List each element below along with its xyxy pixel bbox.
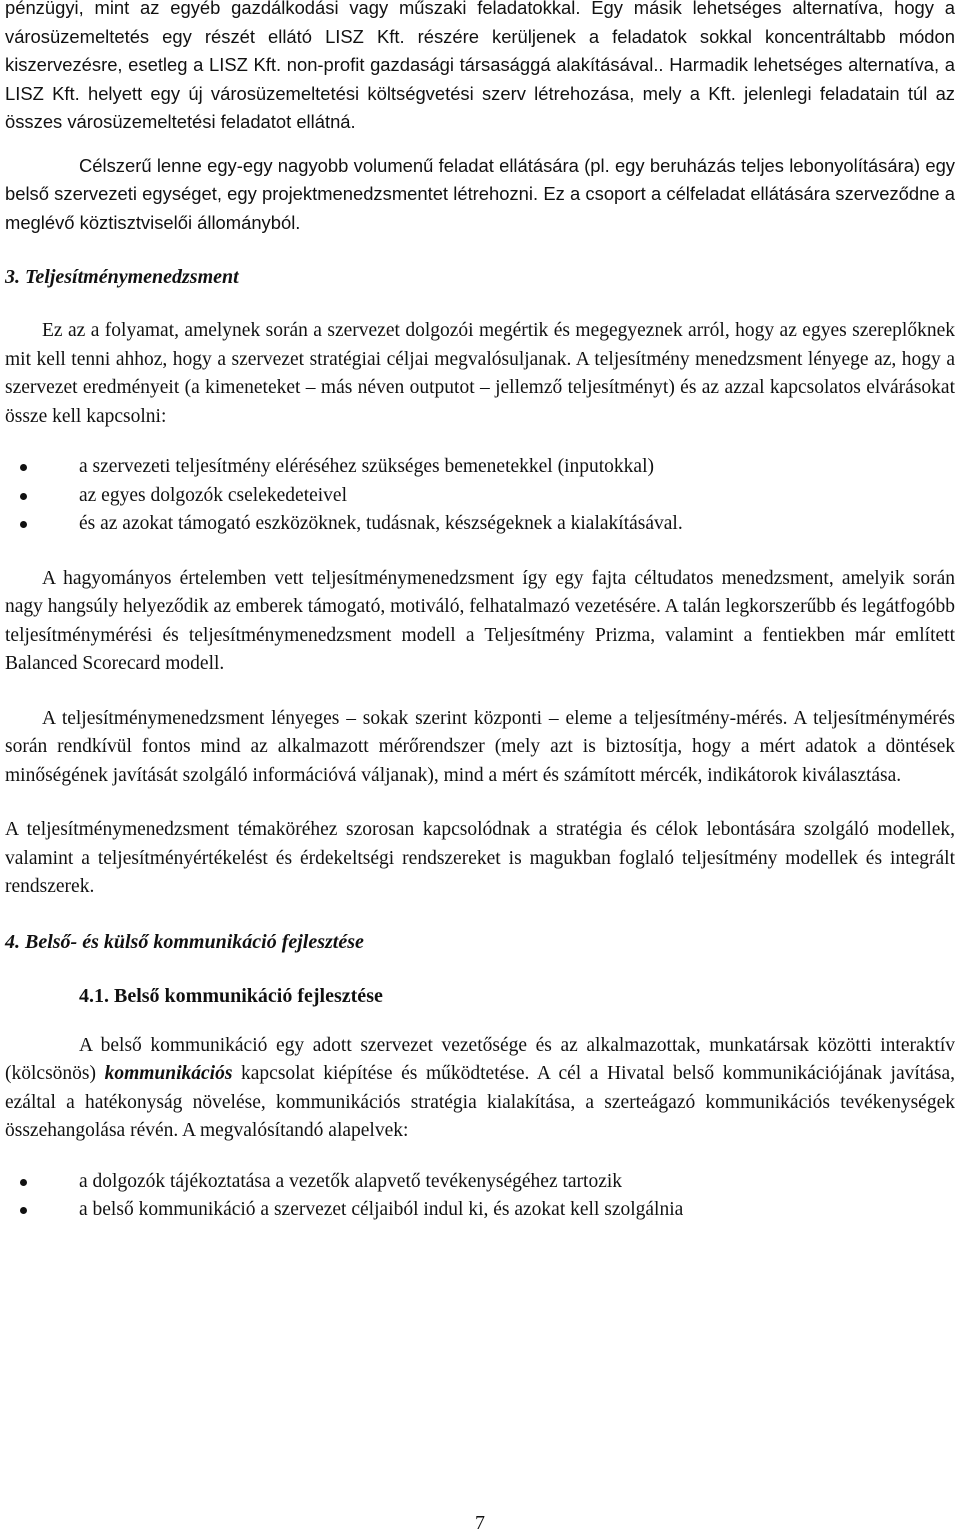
list-item-text: a dolgozók tájékoztatása a vezetők alapvető tevékenységéhez tartozik [79, 1170, 623, 1192]
text-run: kapcsolat kiépítése és működtetése. A cél a Hivatal belső kommunikációjának javítása, ezáltal a hatékonyság növelése, kommunikációs stratégia kialakítása, a szerteágazó kommunikációs tevékenységek összehangolása révén. A megvalósítandó alapelvek: [5, 1063, 955, 1141]
paragraph-related-models: A teljesítménymenedzsment témaköréhez szorosan kapcsolódnak a stratégia és célok lebontására szolgáló modellek, valamint a teljesítményértékelést és érdekeltségi rendszereket is magukban foglaló teljesítmény modellek és integrált rendszerek. [5, 819, 955, 897]
document-page [5, 0, 955, 1225]
bullet-list-inputs [5, 453, 955, 539]
paragraph-project-management: Célszerű lenne egy-egy nagyobb volumenű feladat ellátására (pl. egy beruházás teljes lebonyolítására) egy belső szervezeti egységet, egy projektmenedzsmentet létrehozni. Ez a csoport a célfeladat ellátására szerveződne a meglévő köztisztviselői állományból. [5, 154, 955, 233]
bullet-list-principles [5, 1168, 955, 1225]
paragraph-alternatives: pénzügyi, mint az egyéb gazdálkodási vagy műszaki feladatokkal. Egy másik lehetséges alternatíva, hogy a városüzemeltetés egy részét ellátó LISZ Kft. részére kerüljenek a feladatok sokkal koncentráltabb módon kiszervezésre, esetleg a LISZ Kft. non-profit gazdasági társasággá alakításával.. Harmadik lehetséges alternatíva, a LISZ Kft. helyett egy új városüzemeltetési költségvetési szerv létrehozása, mely a Kft. jelenlegi feladatain túl az összes városüzemeltetési feladatot ellátná. [5, 0, 955, 132]
section-heading-text: 4. Belső- és külső kommunikáció fejlesztése [5, 930, 364, 953]
list-item [5, 1168, 955, 1197]
bullet-icon [20, 521, 27, 528]
section-heading-communication [5, 928, 955, 956]
paragraph-performance-measurement: A teljesítménymenedzsment lényeges – sokak szerint központi – eleme a teljesítmény-mérés. A teljesítménymérés során rendkívül fontos mind az alkalmazott mérőrendszer (mely azt is biztosítja, hogy a mért adatok a döntések minőségének javítását szolgáló információvá váljanak), mind a mért és számított mércék, indikátorok kiválasztása. [5, 707, 955, 786]
section-heading-performance-management [5, 263, 955, 291]
list-item [5, 453, 955, 482]
section-heading-text: 3. Teljesítménymenedzsment [5, 266, 239, 288]
list-item [5, 1196, 955, 1225]
bullet-icon [20, 1179, 27, 1186]
subsection-heading-text: 4.1. Belső kommunikáció fejlesztése [79, 984, 383, 1007]
list-item-text: a belső kommunikáció a szervezet céljaiból indul ki, és azokat kell szolgálnia [79, 1199, 684, 1220]
bullet-icon [20, 464, 27, 471]
bullet-icon [20, 1207, 27, 1214]
list-item [5, 510, 955, 539]
paragraph-internal-communication [5, 1032, 955, 1146]
paragraph-performance-definition: Ez az a folyamat, amelynek során a szervezet dolgozói megértik és megegyeznek arról, hogy az egyes szereplőknek mit kell tenni ahhoz, hogy a szervezet stratégiai céljai megvalósuljanak. A teljesítmény menedzsment lényege az, hogy a szervezet eredményeit (a kimeneteket – más néven outputot – jellemző teljesítményt) és az azzal kapcsolatos elvárásokat össze kell kapcsolni: [5, 320, 955, 427]
list-item-text: a szervezeti teljesítmény eléréséhez szükséges bemenetekkel (inputokkal) [79, 456, 654, 477]
list-item-text: az egyes dolgozók cselekedeteivel [79, 484, 348, 506]
emphasis-text: kommunikációs [104, 1063, 233, 1084]
bullet-icon [20, 493, 27, 500]
text-run: A belső kommunikáció egy adott szervezet vezetősége és az alkalmazottak, munkatársak közötti interaktív (kölcsönös) [5, 1034, 955, 1084]
page-number: 7 [475, 1512, 485, 1534]
list-item [5, 482, 955, 511]
paragraph-traditional-management: A hagyományos értelemben vett teljesítménymenedzsment így egy fajta céltudatos menedzsment, amelyik során nagy hangsúly helyeződik az emberek támogató, motiváló, felhatalmazó vezetésére. A talán legkorszerűbb és legátfogóbb teljesítménymérési és teljesítménymenedzsment modell a Teljesítmény Prizma, valamint a fentiekben már említett Balanced Scorecard modell. [5, 567, 955, 674]
list-item-text: és az azokat támogató eszközöknek, tudásnak, készségeknek a kialakításával. [79, 513, 683, 534]
subsection-heading-internal-communication [5, 982, 955, 1010]
